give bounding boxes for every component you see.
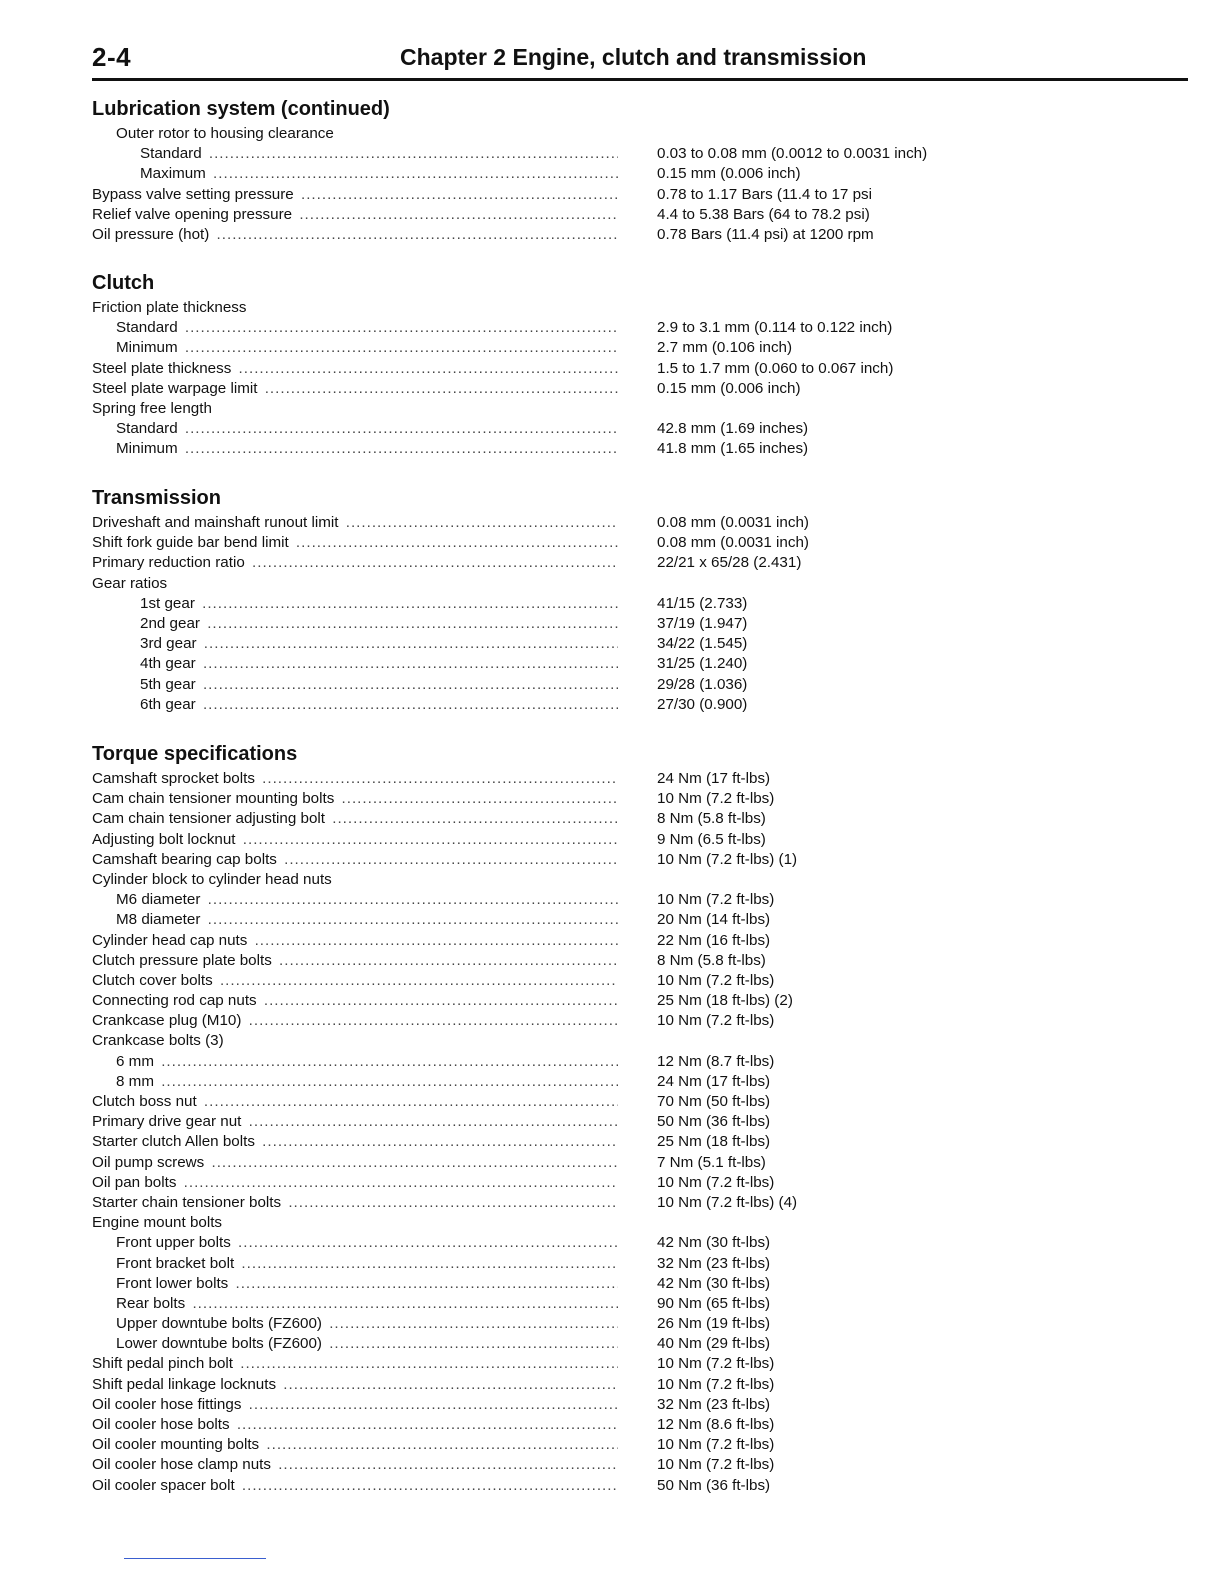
spec-row bbox=[92, 1031, 297, 1051]
spec-value: 0.08 mm (0.0031 inch) bbox=[657, 514, 809, 531]
section-heading: Torque specifications bbox=[92, 743, 298, 765]
spec-value: 24 Nm (17 ft-lbs) bbox=[657, 770, 771, 787]
spec-row bbox=[92, 205, 870, 225]
spec-label bbox=[92, 971, 618, 991]
spec-label bbox=[116, 338, 618, 358]
spec-label bbox=[92, 1112, 618, 1132]
spec-value: 10 Nm (7.2 ft-lbs) bbox=[657, 1436, 775, 1454]
spec-value: 2.9 to 3.1 mm (0.114 to 0.122 inch) bbox=[657, 319, 893, 337]
spec-row bbox=[92, 991, 793, 1011]
spec-row bbox=[92, 1435, 775, 1455]
spec-label bbox=[116, 910, 618, 930]
spec-label bbox=[116, 1314, 618, 1334]
spec-label bbox=[116, 890, 618, 910]
spec-label bbox=[92, 379, 618, 399]
spec-row bbox=[92, 951, 766, 971]
spec-label bbox=[116, 1072, 618, 1092]
spec-value: 0.08 mm (0.0031 inch) bbox=[657, 534, 809, 552]
spec-row bbox=[92, 971, 775, 991]
spec-row bbox=[92, 890, 775, 910]
spec-label-text: 2nd gear bbox=[140, 614, 200, 632]
spec-row bbox=[92, 594, 748, 614]
spec-label bbox=[92, 574, 618, 594]
spec-label-text: 6 mm bbox=[116, 1052, 154, 1070]
spec-row bbox=[92, 634, 748, 654]
spec-value: 41/15 (2.733) bbox=[657, 594, 748, 612]
spec-label bbox=[116, 1334, 618, 1354]
spec-label-text: Shift pedal linkage locknuts bbox=[92, 1375, 277, 1393]
spec-row bbox=[92, 1173, 775, 1193]
spec-label bbox=[116, 419, 618, 439]
spec-value: 10 Nm (7.2 ft-lbs) bbox=[657, 1012, 775, 1030]
spec-label bbox=[92, 359, 618, 379]
spec-label-text: Minimum bbox=[116, 440, 178, 458]
spec-label bbox=[140, 164, 618, 184]
spec-label bbox=[92, 1395, 618, 1415]
spec-value: 70 Nm (50 ft-lbs) bbox=[657, 1093, 771, 1110]
spec-label-text: Cylinder block to cylinder head nuts bbox=[92, 870, 332, 888]
spec-value: 12 Nm (8.7 ft-lbs) bbox=[657, 1052, 775, 1070]
spec-row bbox=[92, 513, 809, 533]
spec-row bbox=[92, 1395, 771, 1415]
page-number: 2-4 bbox=[92, 42, 132, 72]
spec-value: 10 Nm (7.2 ft-lbs) bbox=[657, 1375, 775, 1393]
spec-value: 9 Nm (6.5 ft-lbs) bbox=[657, 830, 766, 848]
spec-label-text: Standard bbox=[140, 145, 202, 163]
spec-label-text: Primary reduction ratio bbox=[92, 554, 245, 572]
spec-label-text: Cam chain tensioner mounting bolts bbox=[92, 790, 335, 808]
spec-value: 34/22 (1.545) bbox=[657, 635, 748, 653]
spec-label-text: M8 diameter bbox=[116, 911, 201, 929]
spec-row bbox=[92, 574, 221, 594]
spec-value: 1.5 to 1.7 mm (0.060 to 0.067 inch) bbox=[657, 359, 894, 377]
spec-value: 37/19 (1.947) bbox=[657, 614, 748, 632]
spec-value: 10 Nm (7.2 ft-lbs) bbox=[657, 1355, 775, 1373]
spec-row bbox=[92, 1254, 771, 1274]
spec-list bbox=[92, 769, 798, 1496]
spec-row bbox=[92, 379, 801, 399]
spec-label bbox=[92, 513, 618, 533]
spec-row bbox=[92, 185, 873, 205]
spec-label-text: Oil cooler mounting bolts bbox=[92, 1436, 260, 1454]
spec-value: 24 Nm (17 ft-lbs) bbox=[657, 1072, 771, 1090]
spec-row bbox=[92, 318, 893, 338]
spec-row bbox=[92, 695, 748, 715]
spec-label bbox=[92, 1153, 618, 1173]
spec-row bbox=[92, 1476, 771, 1496]
spec-value: 7 Nm (5.1 ft-lbs) bbox=[657, 1153, 766, 1171]
spec-value: 0.78 Bars (11.4 psi) at 1200 rpm bbox=[657, 225, 874, 243]
spec-label bbox=[140, 614, 618, 634]
spec-label-text: Upper downtube bolts (FZ600) bbox=[116, 1315, 322, 1333]
spec-row bbox=[92, 1233, 771, 1253]
spec-label bbox=[92, 1132, 618, 1152]
spec-label bbox=[92, 533, 618, 553]
spec-label bbox=[116, 1254, 618, 1274]
spec-row bbox=[92, 1274, 771, 1294]
spec-label bbox=[92, 991, 618, 1011]
spec-label bbox=[92, 1476, 618, 1496]
spec-row bbox=[92, 1455, 775, 1475]
spec-label-text: Oil cooler hose fittings bbox=[92, 1395, 242, 1413]
spec-value: 32 Nm (23 ft-lbs) bbox=[657, 1395, 771, 1413]
section-heading: Lubrication system (continued) bbox=[92, 98, 390, 120]
section-heading: Clutch bbox=[92, 272, 155, 294]
spec-row bbox=[92, 910, 771, 930]
spec-label bbox=[92, 1415, 618, 1435]
spec-label bbox=[92, 1213, 618, 1233]
spec-label-text: Relief valve opening pressure bbox=[92, 205, 293, 223]
spec-list bbox=[92, 298, 894, 460]
spec-value: 0.15 mm (0.006 inch) bbox=[657, 165, 801, 183]
spec-value: 22/21 x 65/28 (2.431) bbox=[657, 554, 802, 572]
spec-label-text: Clutch boss nut bbox=[92, 1093, 197, 1110]
spec-row bbox=[92, 1294, 771, 1314]
spec-label-text: Rear bolts bbox=[116, 1294, 186, 1312]
spec-label-text: Standard bbox=[116, 420, 178, 438]
spec-row bbox=[92, 830, 766, 850]
spec-row bbox=[92, 553, 802, 573]
spec-label-text: Connecting rod cap nuts bbox=[92, 992, 257, 1010]
spec-label-text: Cylinder head cap nuts bbox=[92, 931, 248, 949]
spec-value: 90 Nm (65 ft-lbs) bbox=[657, 1294, 771, 1312]
spec-label bbox=[92, 1031, 618, 1051]
spec-label bbox=[92, 205, 618, 225]
spec-value: 10 Nm (7.2 ft-lbs) (4) bbox=[657, 1193, 798, 1211]
spec-row bbox=[92, 144, 928, 164]
spec-value: 10 Nm (7.2 ft-lbs) bbox=[657, 1456, 775, 1474]
spec-value: 50 Nm (36 ft-lbs) bbox=[657, 1113, 771, 1131]
spec-label-text: Steel plate warpage limit bbox=[92, 379, 258, 397]
spec-label bbox=[116, 318, 618, 338]
spec-label-text: Shift fork guide bar bend limit bbox=[92, 534, 289, 552]
spec-value: 50 Nm (36 ft-lbs) bbox=[657, 1476, 771, 1494]
spec-row bbox=[92, 1132, 771, 1152]
spec-value: 10 Nm (7.2 ft-lbs) bbox=[657, 891, 775, 909]
spec-row bbox=[92, 1193, 798, 1213]
spec-value: 10 Nm (7.2 ft-lbs) bbox=[657, 971, 775, 989]
spec-value: 10 Nm (7.2 ft-lbs) bbox=[657, 1173, 775, 1191]
spec-label bbox=[92, 1435, 618, 1455]
spec-label-text: Oil cooler hose bolts bbox=[92, 1416, 230, 1433]
spec-label bbox=[140, 594, 618, 614]
spec-label bbox=[92, 1375, 618, 1395]
spec-value: 40 Nm (29 ft-lbs) bbox=[657, 1335, 771, 1353]
spec-label-text: Camshaft sprocket bolts bbox=[92, 770, 255, 787]
spec-row bbox=[92, 789, 775, 809]
spec-label bbox=[92, 1455, 618, 1475]
spec-label-text: 6th gear bbox=[140, 695, 196, 713]
spec-label bbox=[92, 399, 618, 419]
spec-label bbox=[92, 769, 618, 789]
spec-value: 31/25 (1.240) bbox=[657, 655, 748, 673]
spec-row bbox=[92, 359, 894, 379]
spec-row bbox=[92, 1415, 775, 1435]
spec-value: 10 Nm (7.2 ft-lbs) (1) bbox=[657, 850, 798, 868]
spec-row bbox=[92, 1072, 771, 1092]
spec-row bbox=[92, 124, 390, 144]
spec-label bbox=[140, 634, 618, 654]
spec-value: 41.8 mm (1.65 inches) bbox=[657, 440, 809, 458]
spec-row bbox=[92, 1112, 771, 1132]
spec-row bbox=[92, 298, 247, 318]
spec-label-text: Front upper bolts bbox=[116, 1234, 231, 1252]
spec-value: 0.78 to 1.17 Bars (11.4 to 17 psi bbox=[657, 185, 873, 203]
spec-label-text: 5th gear bbox=[140, 675, 196, 693]
spec-value: 0.15 mm (0.006 inch) bbox=[657, 379, 801, 397]
spec-row bbox=[92, 870, 332, 890]
spec-label-text: Clutch pressure plate bolts bbox=[92, 951, 272, 969]
spec-row bbox=[92, 769, 771, 789]
spec-value: 20 Nm (14 ft-lbs) bbox=[657, 911, 771, 929]
spec-label-text: Driveshaft and mainshaft runout limit bbox=[92, 514, 339, 531]
spec-row bbox=[92, 533, 809, 553]
spec-row bbox=[92, 164, 801, 184]
page-header bbox=[92, 40, 1188, 80]
spec-row bbox=[92, 1213, 297, 1233]
spec-row bbox=[92, 1375, 775, 1395]
spec-value: 4.4 to 5.38 Bars (64 to 78.2 psi) bbox=[657, 205, 870, 223]
spec-label-text: Minimum bbox=[116, 339, 178, 357]
spec-label-text: Spring free length bbox=[92, 399, 212, 417]
spec-value: 10 Nm (7.2 ft-lbs) bbox=[657, 790, 775, 808]
spec-label bbox=[92, 225, 618, 245]
spec-label bbox=[140, 654, 618, 674]
spec-label-text: Steel plate thickness bbox=[92, 359, 232, 377]
spec-value: 26 Nm (19 ft-lbs) bbox=[657, 1315, 771, 1333]
spec-label bbox=[116, 124, 618, 144]
spec-label-text: Cam chain tensioner adjusting bolt bbox=[92, 810, 326, 828]
spec-label-text: 1st gear bbox=[140, 594, 195, 612]
spec-value: 12 Nm (8.6 ft-lbs) bbox=[657, 1416, 775, 1433]
spec-row bbox=[92, 1153, 766, 1173]
spec-label-text: 4th gear bbox=[140, 655, 196, 673]
spec-row bbox=[92, 931, 771, 951]
spec-label-text: Oil cooler hose clamp nuts bbox=[92, 1456, 271, 1474]
spec-row bbox=[92, 1092, 771, 1112]
spec-label-text: Oil cooler spacer bolt bbox=[92, 1476, 235, 1494]
spec-label bbox=[92, 1193, 618, 1213]
spec-label-text: Outer rotor to housing clearance bbox=[116, 125, 334, 142]
section-heading: Transmission bbox=[92, 487, 221, 509]
spec-row bbox=[92, 1354, 775, 1374]
spec-row bbox=[92, 1052, 775, 1072]
spec-label-text: Oil pan bolts bbox=[92, 1173, 177, 1191]
spec-label-text: M6 diameter bbox=[116, 891, 201, 909]
spec-label bbox=[140, 675, 618, 695]
spec-row bbox=[92, 654, 748, 674]
spec-row bbox=[92, 399, 212, 419]
spec-label bbox=[92, 553, 618, 573]
section-clutch bbox=[92, 268, 894, 460]
section-lubrication bbox=[92, 94, 928, 245]
spec-row bbox=[92, 1011, 775, 1031]
spec-value: 8 Nm (5.8 ft-lbs) bbox=[657, 810, 766, 828]
chapter-title: Chapter 2 Engine, clutch and transmission bbox=[400, 44, 867, 70]
spec-value: 2.7 mm (0.106 inch) bbox=[657, 339, 793, 357]
spec-row bbox=[92, 419, 809, 439]
spec-label bbox=[92, 298, 618, 318]
spec-label bbox=[92, 931, 618, 951]
spec-row bbox=[92, 225, 874, 245]
spec-label-text: Lower downtube bolts (FZ600) bbox=[116, 1335, 322, 1353]
spec-label bbox=[92, 951, 618, 971]
spec-value: 8 Nm (5.8 ft-lbs) bbox=[657, 951, 766, 969]
spec-label bbox=[92, 809, 618, 829]
spec-label bbox=[92, 789, 618, 809]
spec-label-text: Oil pump screws bbox=[92, 1153, 205, 1171]
spec-label bbox=[116, 1052, 618, 1072]
spec-label-text: Oil pressure (hot) bbox=[92, 225, 210, 243]
spec-value: 29/28 (1.036) bbox=[657, 675, 748, 693]
spec-row bbox=[92, 809, 766, 829]
header-rule bbox=[92, 78, 1188, 81]
spec-label bbox=[116, 1274, 618, 1294]
spec-label bbox=[116, 439, 618, 459]
spec-label bbox=[92, 1173, 618, 1193]
spec-label bbox=[92, 850, 618, 870]
spec-value: 32 Nm (23 ft-lbs) bbox=[657, 1254, 771, 1272]
spec-row bbox=[92, 675, 748, 695]
spec-label-text: Adjusting bolt locknut bbox=[92, 830, 236, 848]
spec-row bbox=[92, 1314, 771, 1334]
footer-divider bbox=[124, 1558, 266, 1559]
spec-label-text: Maximum bbox=[140, 165, 206, 183]
spec-label bbox=[92, 185, 618, 205]
spec-label-text: Clutch cover bolts bbox=[92, 971, 213, 989]
spec-value: 42 Nm (30 ft-lbs) bbox=[657, 1274, 771, 1292]
section-torque bbox=[92, 739, 798, 1496]
spec-row bbox=[92, 439, 809, 459]
spec-value: 22 Nm (16 ft-lbs) bbox=[657, 931, 771, 949]
spec-label bbox=[92, 1354, 618, 1374]
spec-value: 27/30 (0.900) bbox=[657, 695, 748, 713]
spec-label-text: Front bracket bolt bbox=[116, 1254, 235, 1272]
spec-label-text: Front lower bolts bbox=[116, 1274, 229, 1292]
spec-label bbox=[116, 1294, 618, 1314]
spec-row bbox=[92, 1334, 771, 1354]
spec-value: 0.03 to 0.08 mm (0.0012 to 0.0031 inch) bbox=[657, 145, 928, 163]
section-transmission bbox=[92, 483, 809, 715]
spec-label-text: Standard bbox=[116, 319, 178, 337]
spec-value: 25 Nm (18 ft-lbs) (2) bbox=[657, 992, 793, 1010]
spec-label-text: Crankcase bolts (3) bbox=[92, 1032, 224, 1050]
spec-label-text: Starter chain tensioner bolts bbox=[92, 1193, 282, 1211]
spec-label-text: Starter clutch Allen bolts bbox=[92, 1133, 255, 1151]
spec-label-text: Gear ratios bbox=[92, 574, 168, 592]
spec-label bbox=[92, 1011, 618, 1031]
spec-label bbox=[140, 695, 618, 715]
spec-value: 42.8 mm (1.69 inches) bbox=[657, 420, 809, 438]
spec-label-text: Camshaft bearing cap bolts bbox=[92, 850, 277, 868]
spec-label-text: Bypass valve setting pressure bbox=[92, 185, 294, 203]
spec-list bbox=[92, 513, 809, 715]
spec-label bbox=[116, 1233, 618, 1253]
spec-list bbox=[92, 124, 928, 245]
spec-row bbox=[92, 614, 748, 634]
spec-row bbox=[92, 338, 793, 358]
spec-label bbox=[140, 144, 618, 164]
spec-label-text: Shift pedal pinch bolt bbox=[92, 1355, 234, 1373]
spec-label-text: Engine mount bolts bbox=[92, 1214, 223, 1232]
spec-label-text: Friction plate thickness bbox=[92, 299, 247, 316]
spec-label-text: 8 mm bbox=[116, 1072, 154, 1090]
spec-label bbox=[92, 830, 618, 850]
spec-label bbox=[92, 1092, 618, 1112]
spec-row bbox=[92, 850, 798, 870]
spec-value: 25 Nm (18 ft-lbs) bbox=[657, 1133, 771, 1151]
spec-label-text: Primary drive gear nut bbox=[92, 1113, 242, 1131]
spec-label-text: Crankcase plug (M10) bbox=[92, 1012, 242, 1030]
spec-label-text: 3rd gear bbox=[140, 635, 197, 653]
spec-value: 42 Nm (30 ft-lbs) bbox=[657, 1234, 771, 1252]
spec-label bbox=[92, 870, 618, 890]
